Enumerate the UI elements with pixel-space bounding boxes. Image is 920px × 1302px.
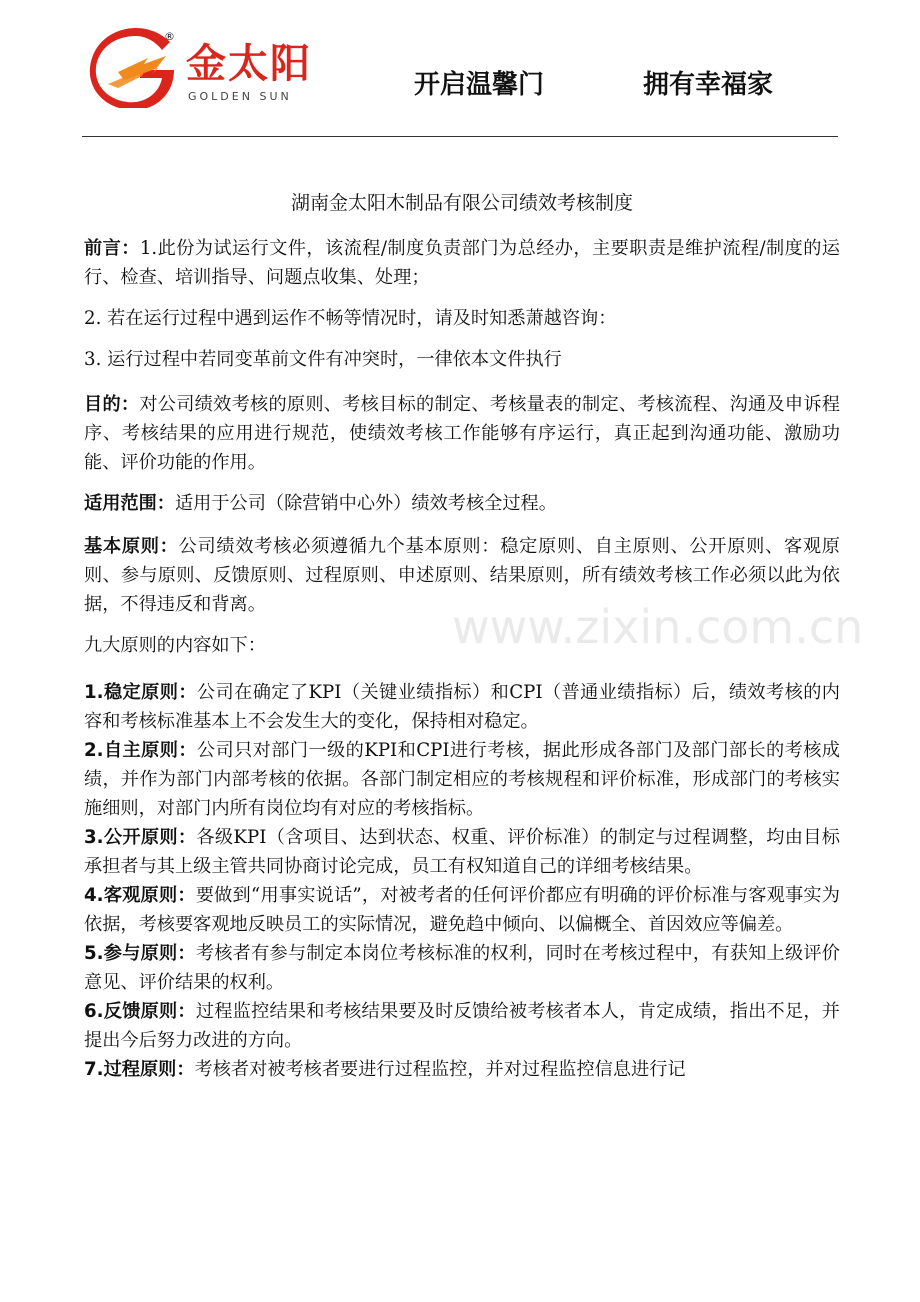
preface-text-1: 1.此份为试运行文件，该流程/制度负责部门为总经办，主要职责是维护流程/制度的运行、检查、培训指导、问题点收集、处理； (84, 238, 840, 288)
brand-name-en: GOLDEN SUN (188, 90, 292, 103)
purpose-text: 对公司绩效考核的原则、考核目标的制定、考核量表的制定、考核流程、沟通及申诉程序、考核结果的应用进行规范，使绩效考核工作能够有序运行，真正起到沟通功能、激励功能、评价功能的作用。 (84, 394, 840, 473)
principle-item (84, 881, 840, 939)
purpose-paragraph (84, 390, 840, 477)
slogan-right: 拥有幸福家 (643, 70, 774, 100)
watermark: www.zixin.com.cn (452, 600, 864, 654)
preface-item-1 (84, 234, 840, 292)
principle-label: 6.反馈原则： (84, 1001, 196, 1022)
header-divider (82, 136, 838, 137)
registered-mark: ® (164, 30, 175, 43)
principle-text: 过程监控结果和考核结果要及时反馈给被考核者本人，肯定成绩，指出不足，并提出今后努力改进的方向。 (84, 1001, 840, 1051)
principle-text: 各级KPI（含项目、达到状态、权重、评价标准）的制定与过程调整，均由目标承担者与其上级主管共同协商讨论完成，员工有权知道自己的详细考核结果。 (84, 827, 840, 877)
purpose-label: 目的： (84, 394, 140, 415)
principle-label: 2.自主原则： (84, 740, 197, 761)
slogan-left: 开启温馨门 (414, 70, 545, 100)
basic-principles-paragraph (84, 532, 840, 619)
principle-text: 要做到“用事实说话”，对被考者的任何评价都应有明确的评价标准与客观事实为依据，考核要客观地反映员工的实际情况，避免趋中倾向、以偏概全、首因效应等偏差。 (84, 885, 840, 935)
preface-label: 前言： (84, 238, 140, 259)
principle-item (84, 1055, 840, 1084)
nine-principles-intro: 九大原则的内容如下： (84, 635, 266, 656)
principle-item (84, 997, 840, 1055)
basic-principles-label: 基本原则： (84, 536, 179, 557)
preface-item-2: 2. 若在运行过程中遇到运作不畅等情况时，请及时知悉萧越咨询： (84, 308, 617, 329)
principle-text: 考核者对被考核者要进行过程监控，并对过程监控信息进行记 (194, 1059, 686, 1080)
principle-text: 考核者有参与制定本岗位考核标准的权利，同时在考核过程中，有获知上级评价意见、评价结果的权利。 (84, 943, 840, 993)
principle-label: 1.稳定原则： (84, 682, 197, 703)
principle-item (84, 823, 840, 881)
scope-text: 适用于公司（除营销中心外）绩效考核全过程。 (174, 493, 557, 514)
principle-text: 公司在确定了KPI（关键业绩指标）和CPI（普通业绩指标）后，绩效考核的内容和考核标准基本上不会发生大的变化，保持相对稳定。 (84, 682, 840, 732)
document-body (84, 188, 840, 1084)
preface-item-3: 3. 运行过程中若同变革前文件有冲突时，一律依本文件执行 (84, 349, 562, 370)
principle-label: 5.参与原则： (84, 943, 196, 964)
principle-label: 3.公开原则： (84, 827, 197, 848)
principle-text: 公司只对部门一级的KPI和CPI进行考核，据此形成各部门及部门部长的考核成绩，并作为部门内部考核的依据。各部门制定相应的考核规程和评价标准，形成部门的考核实施细则，对部门内所有岗位均有对应的考核指标。 (84, 740, 840, 819)
scope-label: 适用范围： (84, 493, 175, 514)
page-header (0, 0, 920, 138)
principle-label: 4.客观原则： (84, 885, 196, 906)
document-title: 湖南金太阳木制品有限公司绩效考核制度 (290, 192, 633, 214)
principle-item (84, 678, 840, 736)
principle-label: 7.过程原则： (84, 1059, 195, 1080)
scope-paragraph (84, 489, 840, 518)
principle-item (84, 939, 840, 997)
brand-name-cn: 金太阳 (186, 41, 312, 87)
principle-item (84, 736, 840, 823)
basic-principles-text: 公司绩效考核必须遵循九个基本原则：稳定原则、自主原则、公开原则、客观原则、参与原则、反馈原则、过程原则、申述原则、结果原则，所有绩效考核工作必须以此为依据，不得违反和背离。 (84, 536, 840, 615)
golden-sun-logo (88, 28, 338, 108)
